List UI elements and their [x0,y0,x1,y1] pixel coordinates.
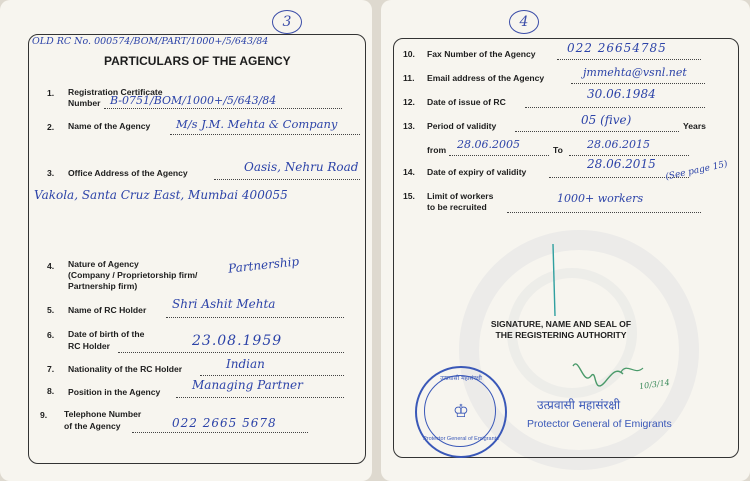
official-seal [415,366,507,458]
dotted-line [507,212,701,213]
dotted-line [200,375,344,376]
telephone-value: 022 2665 5678 [172,416,277,430]
dotted-line [569,155,689,156]
field-number: 4. [47,261,55,271]
from-label: from [427,145,447,155]
dotted-line [170,134,360,135]
field-label: RC Holder [68,341,111,351]
seal-hindi-text: उत्प्रवासी महासंरक्षी [440,375,482,382]
field-number: 15. [403,191,415,201]
right-page [381,0,750,481]
field-label: to be recruited [427,202,487,212]
office-address-line2: Vakola, Santa Cruz East, Mumbai 400055 [34,188,288,202]
left-page [0,0,372,481]
signature-date: 10/3/14 [638,377,671,392]
dotted-line [166,317,344,318]
dotted-line [104,108,342,109]
validity-period-value: 05 (five) [581,113,632,127]
from-date-value: 28.06.2005 [457,138,520,151]
page-number-right: 4 [509,10,539,34]
signature-heading-line1: SIGNATURE, NAME AND SEAL OF [490,319,632,329]
dotted-line [515,131,679,132]
seal-english-text: Protector General of Emigrants [423,436,499,442]
field-number: 12. [403,97,415,107]
national-emblem-icon: ♔ [452,401,470,421]
nature-of-agency-value: Partnership [227,254,300,276]
field-label: Period of validity [427,121,497,131]
dotted-line [176,397,344,398]
field-label: (Company / Proprietorship firm/ [68,270,198,280]
signature-mark [573,364,623,386]
field-label: Date of birth of the [68,329,145,339]
field-label: Position in the Agency [68,387,161,397]
see-page-note: (See page 15) [664,159,729,183]
fax-value: 022 26654785 [567,41,667,55]
field-label: Nationality of the RC Holder [68,364,183,374]
field-number: 8. [47,386,55,396]
agency-name-value: M/s J.M. Mehta & Company [176,117,338,131]
field-label: Office Address of the Agency [68,168,188,178]
dotted-line [525,107,705,108]
dotted-line [449,155,549,156]
ink-stroke [553,244,555,316]
to-label: To [553,145,563,155]
field-label: Registration Certificate [68,87,163,97]
field-number: 9. [40,410,48,420]
old-rc-note: OLD RC No. 000574/BOM/PART/1000+/5/643/84 [32,36,269,47]
field-number: 11. [403,73,415,83]
field-number: 5. [47,305,55,315]
field-label: Number [68,98,101,108]
field-number: 10. [403,49,415,59]
signature-tail [621,368,643,372]
field-number: 3. [47,168,55,178]
page-title: PARTICULARS OF THE AGENCY [104,54,291,68]
protector-general-title: Protector General of Emigrants [527,418,672,430]
rc-holder-name-value: Shri Ashit Mehta [172,297,276,311]
field-number: 6. [47,330,55,340]
field-label: Email address of the Agency [427,73,545,83]
field-label: Telephone Number [64,409,142,419]
nationality-value: Indian [226,357,265,371]
workers-limit-value: 1000+ workers [557,192,644,205]
to-date-value: 28.06.2015 [587,138,650,151]
expiry-date-value: 28.06.2015 [587,157,656,171]
issue-date-value: 30.06.1984 [587,87,656,101]
field-number: 14. [403,167,415,177]
email-value: jmmehta@vsnl.net [583,66,687,79]
field-number: 13. [403,121,415,131]
field-label: Date of expiry of validity [427,167,527,177]
signature-heading-line2: THE REGISTERING AUTHORITY [495,330,627,340]
field-number: 2. [47,122,55,132]
field-label: Partnership firm) [68,281,138,291]
field-label: of the Agency [64,421,121,431]
field-label: Date of issue of RC [427,97,506,107]
field-label: Nature of Agency [68,259,139,269]
field-label: Name of the Agency [68,121,151,131]
dotted-line [557,59,701,60]
dotted-line [214,179,360,180]
field-label: Fax Number of the Agency [427,49,536,59]
field-number: 1. [47,88,55,98]
field-label: Limit of workers [427,191,494,201]
rc-number-value: B-0751/BOM/1000+/5/643/84 [110,94,277,107]
dob-value: 23.08.1959 [192,333,283,349]
dotted-line [118,352,344,353]
page-number-left: 3 [272,10,302,34]
field-label: Name of RC Holder [68,305,147,315]
office-address-value: Oasis, Nehru Road [244,160,359,174]
hindi-title: उत्प्रवासी महासंरक्षी [537,398,621,412]
dotted-line [571,83,705,84]
dotted-line [132,432,308,433]
position-value: Managing Partner [192,378,303,392]
years-label: Years [683,121,706,131]
field-number: 7. [47,364,55,374]
